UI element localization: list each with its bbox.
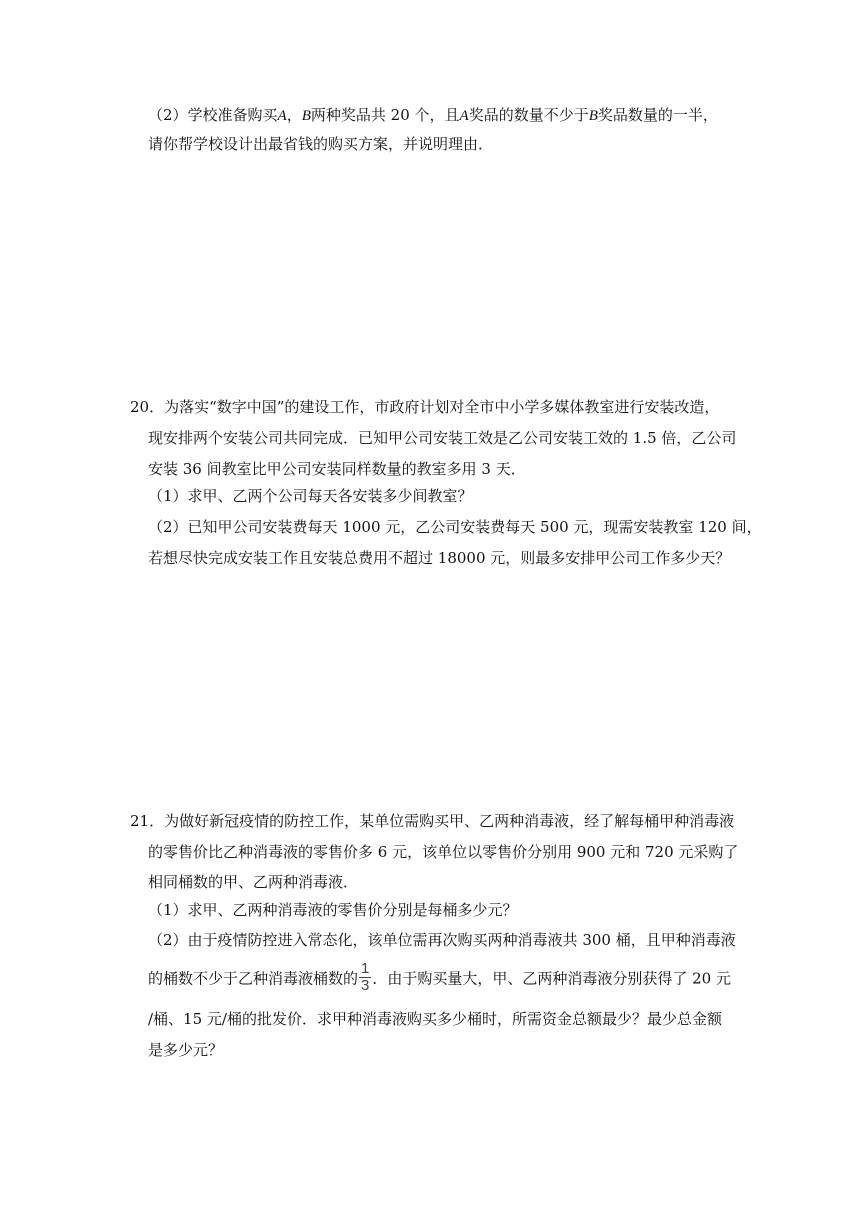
q21-part1: （1）求甲、乙两种消毒液的零售价分别是每桶多少元？: [148, 901, 518, 919]
variable-b: B: [301, 108, 311, 124]
q19-part2-text: 奖品数量的一半，: [597, 106, 718, 124]
variable-a: A: [459, 108, 469, 124]
fraction-one-third: [359, 961, 371, 994]
q21-line1: 21．为做好新冠疫情的防控工作，某单位需购买甲、乙两种消毒液，经了解每桶甲种消毒液: [130, 812, 735, 830]
variable-b: B: [588, 108, 598, 124]
q21-part2-text: ．由于购买量大，甲、乙两种消毒液分别获得了 20 元: [372, 969, 731, 988]
q19-part2-line1: [148, 105, 718, 126]
fraction-numerator: 1: [361, 960, 370, 977]
q19-part2-text: 两种奖品共 20 个，且: [310, 106, 460, 124]
q19-part2-text: 奖品的数量不少于: [468, 106, 589, 124]
q20-line1: 20．为落实“数字中国”的建设工作，市政府计划对全市中小学多媒体教室进行安装改造，: [130, 398, 720, 416]
q21-part2-line3: /桶、15 元/桶的批发价．求甲种消毒液购买多少桶时，所需资金总额最少？最少总金额: [148, 1010, 722, 1028]
q20-part2-line2: 若想尽快完成安装工作且安装总费用不超过 18000 元，则最多安排甲公司工作多少天？: [148, 549, 731, 567]
q19-part2-line2: 请你帮学校设计出最省钱的购买方案，并说明理由．: [148, 135, 494, 153]
separator: ，: [286, 106, 302, 124]
q20-part1: （1）求甲、乙两个公司每天各安装多少间教室？: [148, 487, 473, 505]
q19-part2-text: （2）学校准备购买: [148, 106, 278, 124]
fraction-denominator: 3: [361, 977, 370, 994]
q21-part2-line1: （2）由于疫情防控进入常态化，该单位需再次购买两种消毒液共 300 桶，且甲种消毒液: [148, 931, 736, 949]
q20-part2-line1: （2）已知甲公司安装费每天 1000 元，乙公司安装费每天 500 元，现需安装教室 120 间，: [148, 518, 762, 536]
q20-line2: 现安排两个安装公司共同完成．已知甲公司安装工效是乙公司安装工效的 1.5 倍，乙公司: [148, 429, 737, 447]
q21-part2-line2: [148, 960, 731, 996]
q21-part2-line4: 是多少元？: [148, 1041, 224, 1059]
q20-line3: 安装 36 间教室比甲公司安装同样数量的教室多用 3 天．: [148, 460, 526, 478]
q21-line3: 相同桶数的甲、乙两种消毒液．: [148, 873, 359, 891]
q21-line2: 的零售价比乙种消毒液的零售价多 6 元，该单位以零售价分别用 900 元和 720 元采购了: [148, 843, 739, 861]
q21-part2-text: 的桶数不少于乙种消毒液桶数的: [148, 969, 359, 988]
variable-a: A: [277, 108, 287, 124]
